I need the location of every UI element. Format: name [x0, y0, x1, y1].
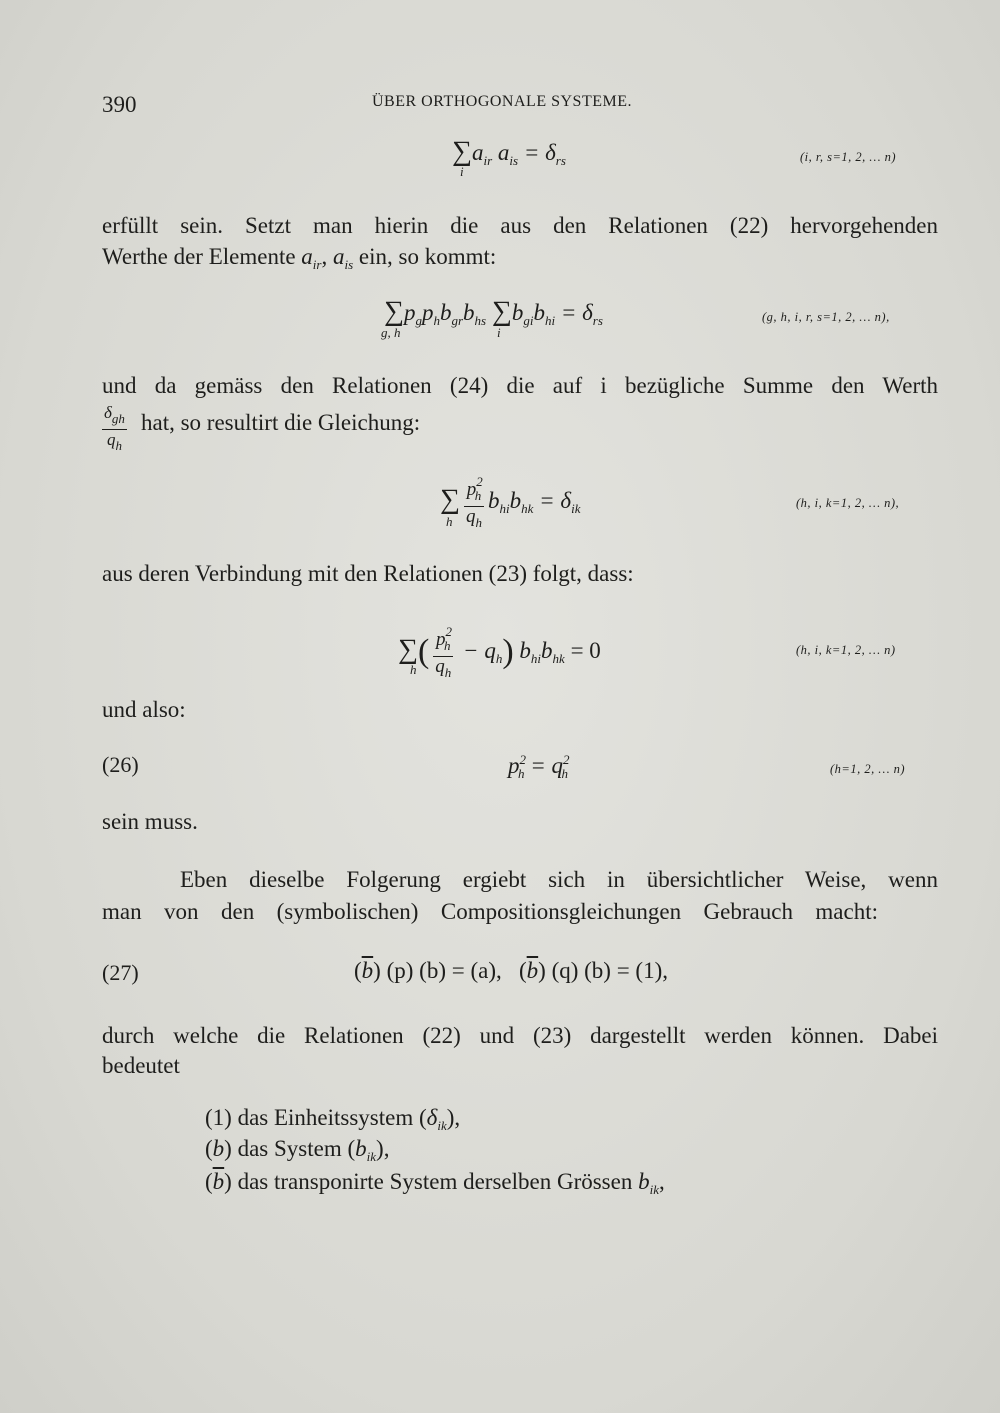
equation-number-26: (26) [102, 752, 139, 777]
sum-symbol: ∑ [452, 136, 472, 167]
eq4-sum-index: h [410, 662, 417, 677]
equation-p-squared-equals-q-squared: $p^2_h = q^2_h$ [508, 752, 570, 781]
paragraph-1-line-2: Werthe der Elemente $a_{ir}$, $a_{is}$ ein, so kommt: [102, 244, 497, 272]
equation-number-27: (27) [102, 960, 139, 985]
page-number: 390 [102, 92, 137, 117]
eq2-sum-index-right: i [497, 325, 501, 340]
paragraph-6-line-2: man von den (symbolischen) Compositionsgleichungen Gebrauch macht: [102, 899, 878, 924]
equation-composition: (b) (p) (b) = (a), (b) (q) (b) = (1), [354, 958, 669, 983]
sum-symbol: ∑ [384, 296, 404, 327]
paragraph-1-line-1: erfüllt sein. Setzt man hierin die aus den Relationen (22) hervorgehenden [102, 213, 938, 238]
equation-substituted: $\sum p_gp_hb_{gr}b_{hs}$ $\sum b_{gi}b_{hi} = \delta_{rs}$ [384, 296, 603, 328]
sum-symbol: ∑ [491, 296, 512, 327]
eq3-condition: (h, i, k=1, 2, … n), [796, 496, 900, 510]
paragraph-7-line-1: durch welche die Relationen (22) und (23) dargestellt werden können. Dabei [102, 1023, 938, 1048]
paragraph-6-line-1: Eben dieselbe Folgerung ergiebt sich in übersichtlicher Weise, wenn [180, 867, 938, 892]
equation-p-squared-over-q: ∑ $\frac{p^2_h}{q_h}$ $b_{hi}b_{hk} = \delta_{ik}$ [440, 474, 581, 530]
running-title: ÜBER ORTHOGONALE SYSTEME. [372, 93, 632, 110]
paragraph-5-line-1: sein muss. [102, 809, 198, 834]
eq2-sum-index-left: g, h [381, 325, 401, 340]
eq1-condition: (i, r, s=1, 2, … n) [800, 150, 897, 164]
eq2-condition: (g, h, i, r, s=1, 2, … n), [762, 310, 890, 324]
eq4-condition: (h, i, k=1, 2, … n) [796, 643, 896, 657]
equation-orthogonality: $\sum a_{ir}$ $a_{is} = \delta_{rs}$ [452, 136, 566, 168]
fraction-delta-over-q: $\frac{\delta_{gh}}{q_h}$ [104, 403, 125, 453]
equation-difference: ∑( $\frac{p^2_h}{q_h}$ − $q_h$) $b_{hi}b_{hk} = 0$ [398, 624, 601, 680]
list-item-1: (1) das Einheitssystem $(\delta_{ik})$, [205, 1105, 461, 1133]
paragraph-4-line-1: und also: [102, 697, 186, 722]
paragraph-3-line-1: aus deren Verbindung mit den Relationen (23) folgt, dass: [102, 561, 634, 586]
list-item-2: (b) das System $(b_{ik})$, [205, 1136, 390, 1164]
sum-symbol: ∑ [440, 483, 460, 515]
paragraph-2-line-2: hat, so resultirt die Gleichung: [141, 410, 421, 435]
list-item-3: (b) das transponirte System derselben Grössen $b_{ik}$, [205, 1169, 665, 1197]
paragraph-7-line-2: bedeutet [102, 1053, 180, 1078]
paragraph-2-line-1: und da gemäss den Relationen (24) die auf i bezügliche Summe den Werth [102, 373, 938, 398]
eq5-condition: (h=1, 2, … n) [830, 762, 905, 776]
eq1-sum-index: i [460, 164, 464, 179]
eq3-sum-index: h [446, 514, 453, 529]
sum-symbol: ∑ [398, 633, 418, 665]
